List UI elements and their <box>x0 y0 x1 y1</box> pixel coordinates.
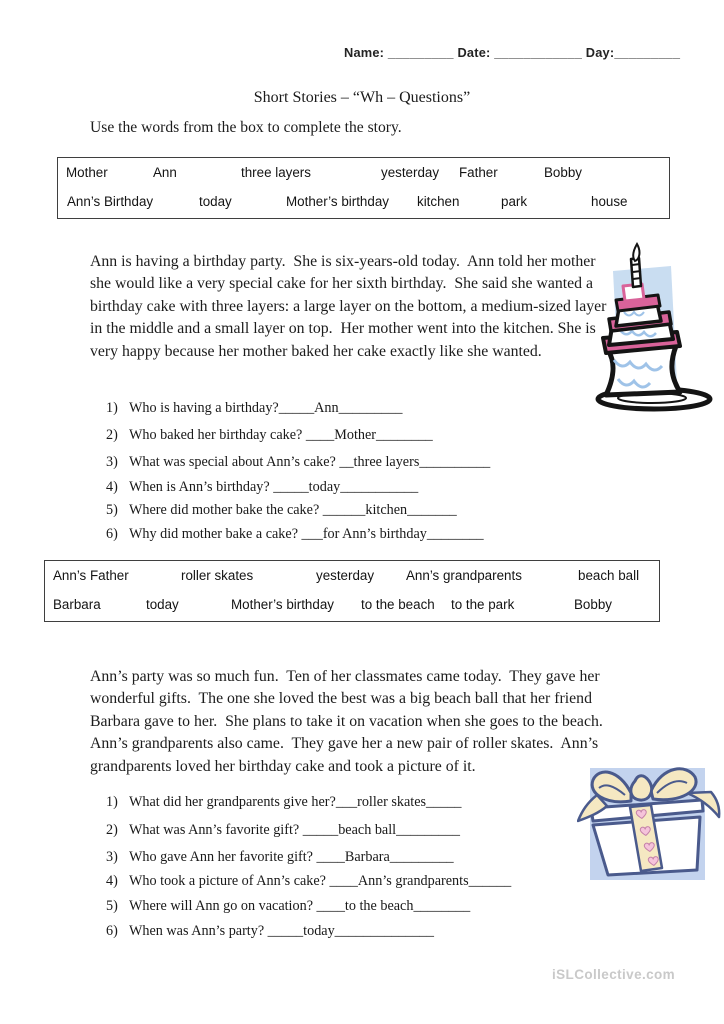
question-row <box>106 400 402 417</box>
story-paragraph-2: Ann’s party was so much fun. Ten of her classmates came today. They gave her wonderful gifts. The one she loved the best was a big beach ball that her friend Barbara gave to her. She plans to take it on vacation when she goes to the beach. Ann’s grandparents also came. They gave her a new pair of roller skates. Ann’s grandparents loved her birthday cake and took a picture of it. <box>90 668 610 775</box>
question-row <box>106 526 484 543</box>
word-box-word: Mother’s birthday <box>286 194 389 209</box>
birthday-cake-clipart <box>582 238 722 413</box>
question-text: When was Ann’s party? _____today______________ <box>129 923 434 939</box>
question-text: What did her grandparents give her?___roller skates_____ <box>129 794 462 810</box>
question-number: 3) <box>106 849 118 865</box>
question-row <box>106 898 470 915</box>
word-box-1 <box>57 157 670 219</box>
question-row <box>106 873 511 890</box>
question-text: Who took a picture of Ann’s cake? ____Ann’s grandparents______ <box>129 873 512 889</box>
question-number: 6) <box>106 526 118 542</box>
word-box-word: Bobby <box>544 165 582 180</box>
question-text: What was special about Ann’s cake? __three layers__________ <box>129 454 491 470</box>
word-box-word: kitchen <box>417 194 460 209</box>
word-box-word: to the park <box>451 597 515 612</box>
gift-box-clipart <box>577 755 724 900</box>
word-box-word: beach ball <box>578 568 640 583</box>
question-number: 2) <box>106 427 118 443</box>
word-box-word: Ann <box>153 165 177 180</box>
question-number: 6) <box>106 923 118 939</box>
word-box-word: Father <box>459 165 498 180</box>
word-box-word: house <box>591 194 628 209</box>
word-box-word: yesterday <box>381 165 440 180</box>
word-box-word: Ann’s Father <box>53 568 129 583</box>
question-text: Where did mother bake the cake? ______kitchen_______ <box>129 502 457 518</box>
word-box-word: Bobby <box>574 597 612 612</box>
question-row <box>106 849 454 866</box>
word-box-word: roller skates <box>181 568 254 583</box>
word-box-word: Mother <box>66 165 108 180</box>
word-box-word: today <box>146 597 179 612</box>
word-box-2 <box>44 560 660 622</box>
question-row <box>106 794 462 811</box>
word-box-word: Ann’s Birthday <box>67 194 154 209</box>
question-row <box>106 923 434 940</box>
story-paragraph-1: Ann is having a birthday party. She is six-years-old today. Ann told her mother she would like a very special cake for her sixth birthday. She said she wanted a birthday cake with three layers: a large layer on the bottom, a medium-sized layer in the middle and a small layer on top. Her mother went into the kitchen. She is very happy because her mother baked her cake exactly like she wanted. <box>90 253 611 360</box>
worksheet-title: Short Stories – “Wh – Questions” <box>253 89 471 106</box>
question-number: 5) <box>106 502 118 518</box>
word-box-word: yesterday <box>316 568 375 583</box>
islcollective-watermark: iSLCollective.com <box>552 967 676 982</box>
question-text: When is Ann’s birthday? _____today___________ <box>129 479 419 495</box>
question-number: 3) <box>106 454 118 470</box>
question-number: 4) <box>106 873 118 889</box>
question-text: Who is having a birthday?_____Ann_________ <box>129 400 403 416</box>
word-box-word: Ann’s grandparents <box>406 568 522 583</box>
word-box-word: Barbara <box>53 597 101 612</box>
name-date-day-line: Name: _________ Date: ____________ Day:_________ <box>344 45 681 60</box>
question-row <box>106 502 457 519</box>
question-number: 2) <box>106 822 118 838</box>
question-text: Why did mother bake a cake? ___for Ann’s birthday________ <box>129 526 484 542</box>
question-number: 1) <box>106 794 118 810</box>
word-box-word: today <box>199 194 232 209</box>
question-text: Who gave Ann her favorite gift? ____Barbara_________ <box>129 849 454 865</box>
question-row <box>106 427 433 444</box>
word-box-word: park <box>501 194 528 209</box>
question-number: 4) <box>106 479 118 495</box>
question-number: 5) <box>106 898 118 914</box>
word-box-word: Mother’s birthday <box>231 597 334 612</box>
question-text: What was Ann’s favorite gift? _____beach ball_________ <box>129 822 460 838</box>
instruction-text: Use the words from the box to complete the story. <box>90 119 402 136</box>
question-text: Where will Ann go on vacation? ____to the beach________ <box>129 898 471 914</box>
word-box-word: three layers <box>241 165 311 180</box>
question-row <box>106 454 490 471</box>
question-text: Who baked her birthday cake? ____Mother________ <box>129 427 433 443</box>
question-row <box>106 822 460 839</box>
word-box-word: to the beach <box>361 597 435 612</box>
question-number: 1) <box>106 400 118 416</box>
question-row <box>106 479 418 496</box>
